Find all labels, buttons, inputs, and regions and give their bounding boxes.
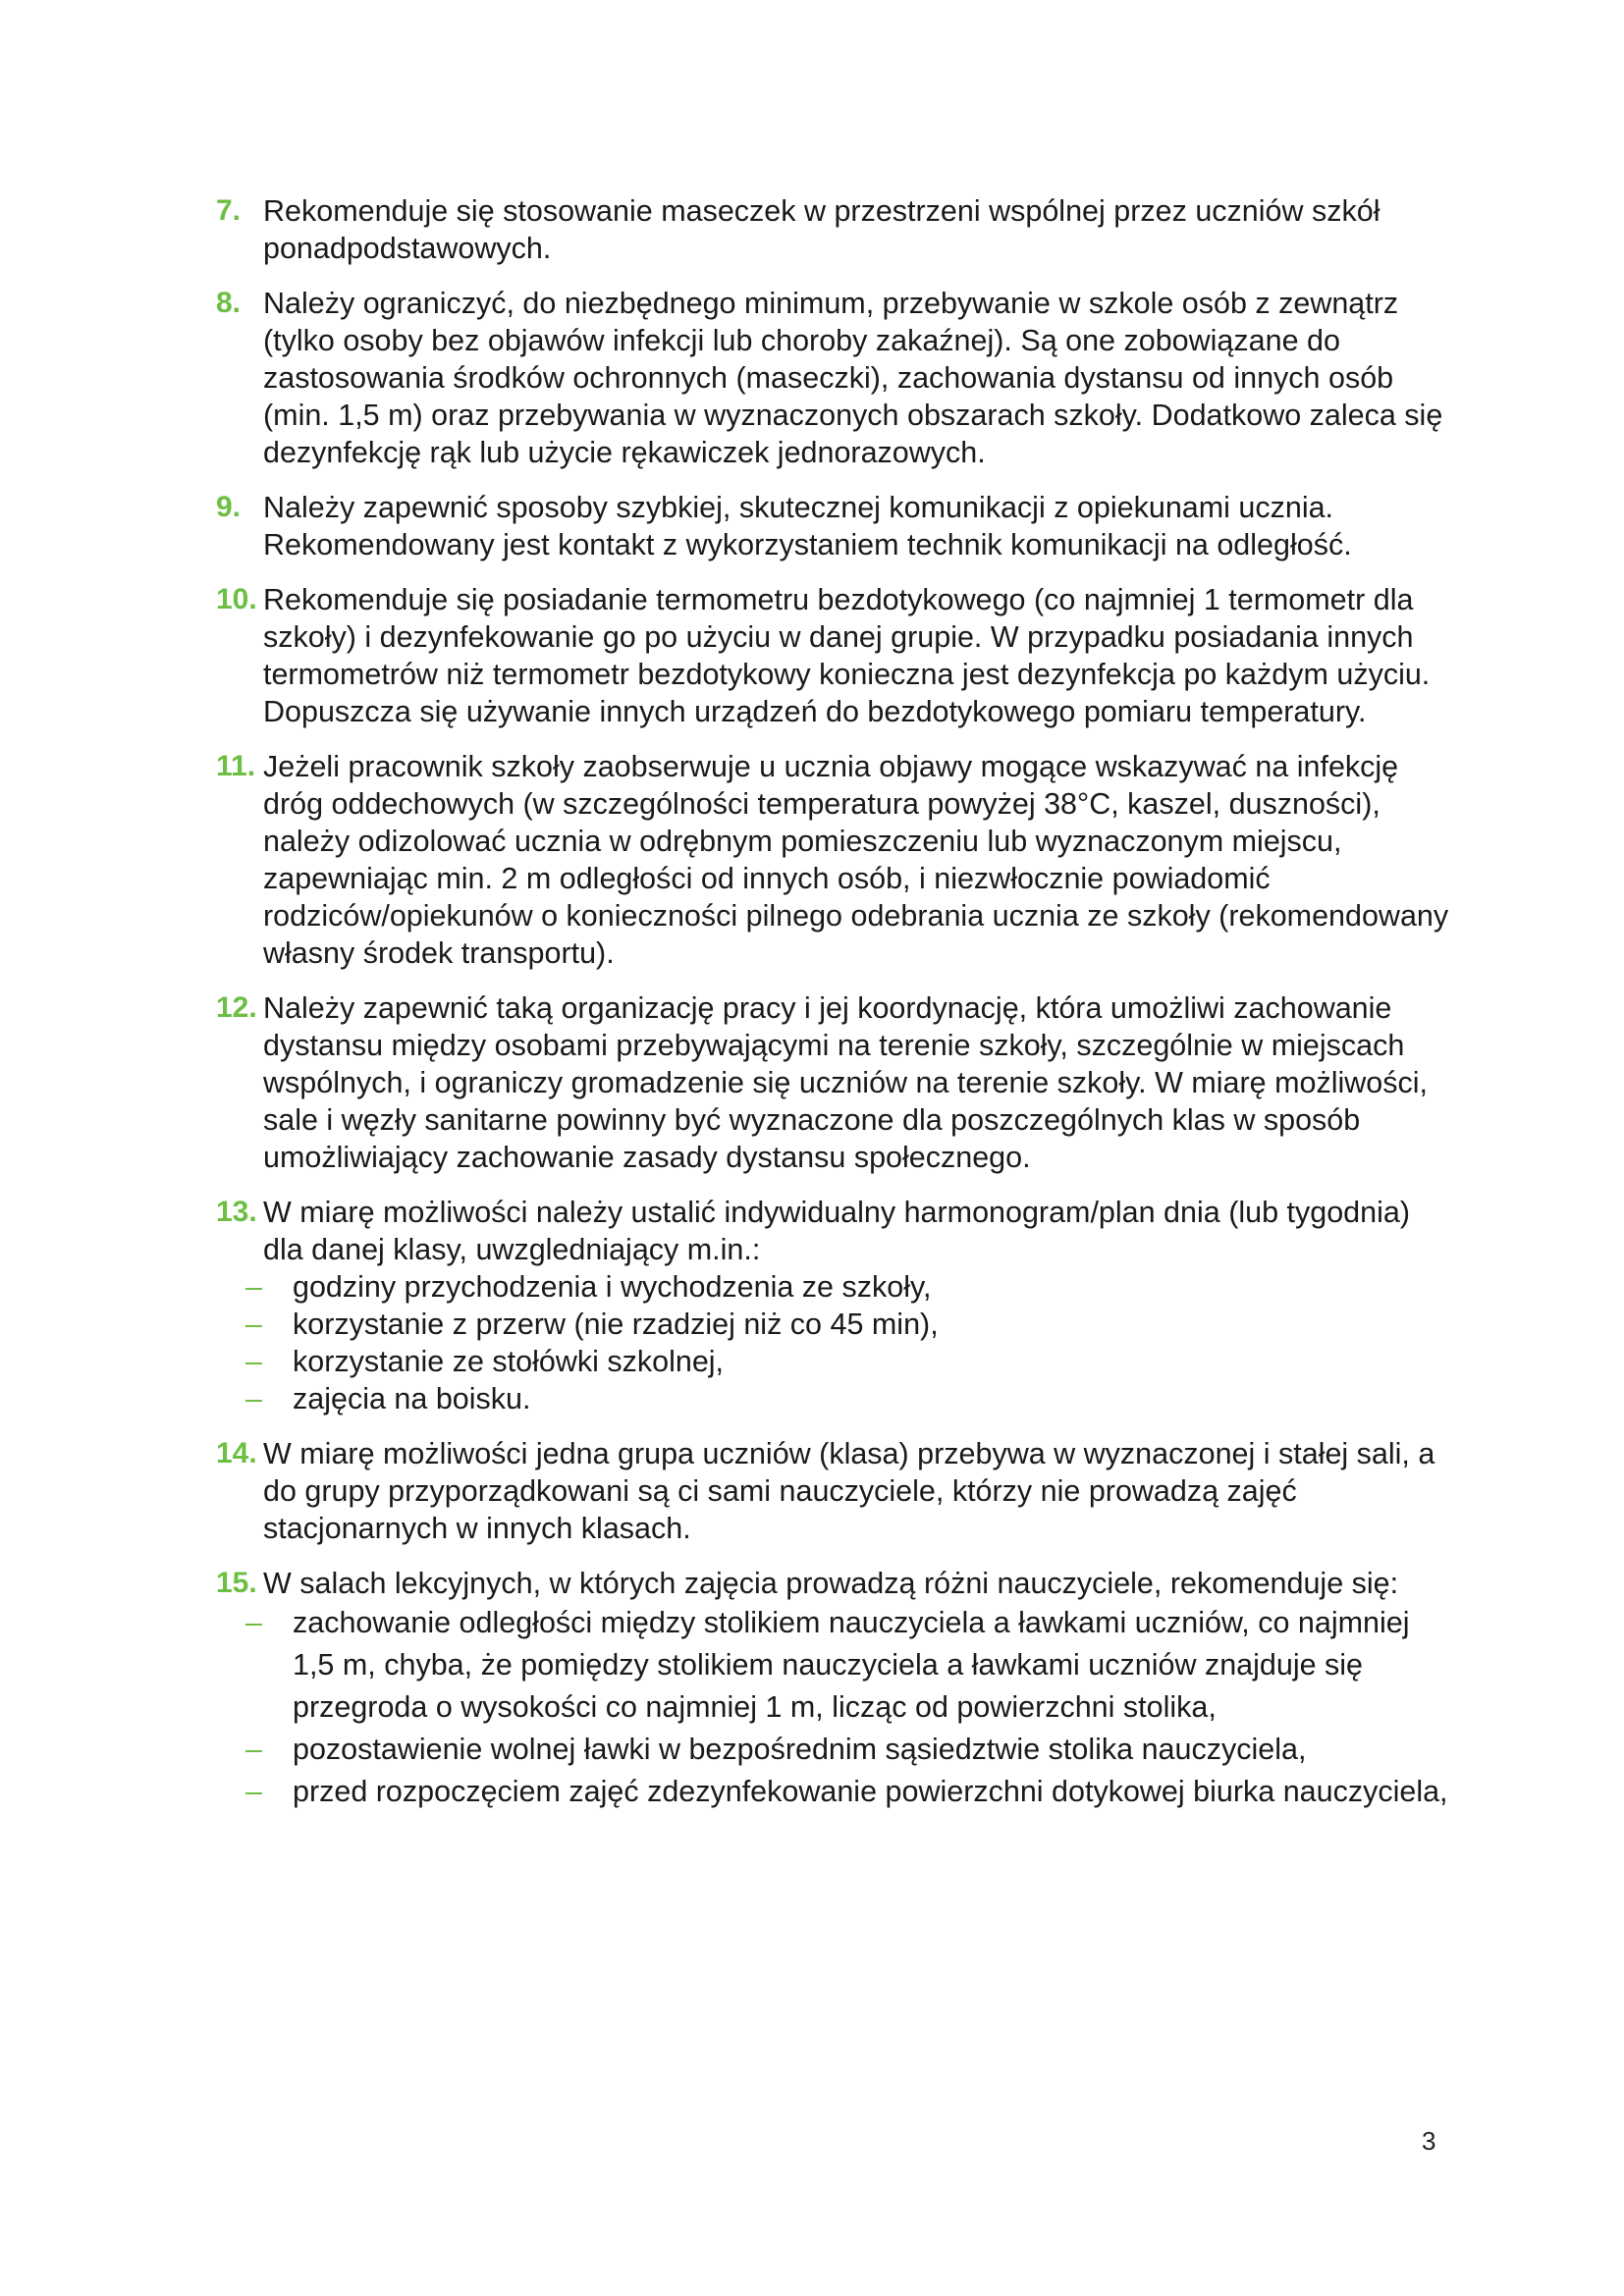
item-text: Należy zapewnić sposoby szybkiej, skutecznej komunikacji z opiekunami ucznia. Rekomendowany jest kontakt z wykorzystaniem technik komunikacji na odległość. [263,491,1352,561]
item-number: 11. [216,750,256,782]
item-text: Należy ograniczyć, do niezbędnego minimum, przebywanie w szkole osób z zewnątrz (tylko osoby bez objawów infekcji lub choroby zakaźnej). Są one zobowiązane do zastosowania środków ochronnych (maseczki), zachowania dystansu od innych osób (min. 1,5 m) oraz przebywania w wyznaczonych obszarach szkoły. Dodatkowo zaleca się dezynfekcję rąk lub użycie rękawiczek jednorazowych. [263,287,1443,469]
page-number: 3 [1422,2126,1436,2156]
dash-bullet: – [245,1775,262,1808]
item-number: 15. [216,1567,257,1599]
bullet-text: zachowanie odległości między stolikiem nauczyciela a ławkami uczniów, co najmniej 1,5 m, chyba, że pomiędzy stolikiem nauczyciela a ławkami uczniów znajduje się przegroda o wysokości co najmniej 1 m, licząc od powierzchni stolika, [293,1606,1410,1724]
list-item-7 [216,192,1453,267]
item-text: Rekomenduje się posiadanie termometru bezdotykowego (co najmniej 1 termometr dla szkoły) i dezynfekowanie go po użyciu w danej grupie. W przypadku posiadania innych termometrów niż termometr bezdotykowy konieczna jest dezynfekcja po każdym użyciu. Dopuszcza się używanie innych urządzeń do bezdotykowego pomiaru temperatury. [263,583,1431,728]
item-number: 14. [216,1437,257,1469]
numbered-list [216,192,1453,1831]
bullet-item [216,1268,1453,1306]
dash-bullet: – [245,1382,262,1415]
item-number: 8. [216,287,242,319]
list-item-12 [216,989,1453,1176]
bullet-item [216,1380,1453,1417]
bullet-list [245,1268,1453,1417]
bullet-text: korzystanie z przerw (nie rzadziej niż co 45 min), [293,1308,939,1341]
dash-bullet: – [245,1270,262,1304]
list-item-10 [216,581,1453,730]
bullet-item [216,1602,1453,1729]
item-number: 9. [216,491,242,523]
item-text: Rekomenduje się stosowanie maseczek w przestrzeni wspólnej przez uczniów szkół ponadpodstawowych. [263,194,1380,265]
list-item-13 [216,1194,1453,1417]
item-number: 12. [216,991,257,1024]
bullet-text: przed rozpoczęciem zajęć zdezynfekowanie powierzchni dotykowej biurka nauczyciela, [293,1775,1448,1808]
item-number: 10. [216,583,257,615]
list-item-11 [216,748,1453,972]
item-text: W salach lekcyjnych, w których zajęcia prowadzą różni nauczyciele, rekomenduje się: [263,1567,1399,1600]
bullet-item [216,1343,1453,1380]
item-number: 7. [216,194,242,227]
item-text: W miarę możliwości jedna grupa uczniów (klasa) przebywa w wyznaczonej i stałej sali, a do grupy przyporządkowani są ci sami nauczyciele, którzy nie prowadzą zajęć stacjonarnych w innych klasach. [263,1437,1435,1545]
item-text: W miarę możliwości należy ustalić indywidualny harmonogram/plan dnia (lub tygodnia) dla danej klasy, uwzgledniający m.in.: [263,1196,1410,1266]
bullet-item [216,1729,1453,1771]
list-item-9 [216,489,1453,563]
list-item-15 [216,1565,1453,1813]
dash-bullet: – [245,1733,262,1766]
bullet-text: godziny przychodzenia i wychodzenia ze szkoły, [293,1270,932,1304]
item-text: Należy zapewnić taką organizację pracy i jej koordynację, która umożliwi zachowanie dystansu między osobami przebywającymi na terenie szkoły, szczególnie w miejscach wspólnych, i ograniczy gromadzenie się uczniów na terenie szkoły. W miarę możliwości, sale i węzły sanitarne powinny być wyznaczone dla poszczególnych klas w sposób umożliwiający zachowanie zasady dystansu społecznego. [263,991,1429,1174]
bullet-text: korzystanie ze stołówki szkolnej, [293,1345,725,1378]
dash-bullet: – [245,1308,262,1341]
list-item-14 [216,1435,1453,1547]
bullet-item [216,1306,1453,1343]
bullet-list [245,1602,1453,1813]
item-number: 13. [216,1196,257,1228]
bullet-item [216,1771,1453,1813]
bullet-text: pozostawienie wolnej ławki w bezpośrednim sąsiedztwie stolika nauczyciela, [293,1733,1307,1766]
list-item-8 [216,285,1453,471]
item-text: Jeżeli pracownik szkoły zaobserwuje u ucznia objawy mogące wskazywać na infekcję dróg oddechowych (w szczególności temperatura powyżej 38°C, kaszel, duszności), należy odizolować ucznia w odrębnym pomieszczeniu lub wyznaczonym miejscu, zapewniając min. 2 m odległości od innych osób, i niezwłocznie powiadomić rodziców/opiekunów o konieczności pilnego odebrania ucznia ze szkoły (rekomendowany własny środek transportu). [263,750,1449,970]
dash-bullet: – [245,1606,262,1639]
bullet-text: zajęcia na boisku. [293,1382,531,1415]
dash-bullet: – [245,1345,262,1378]
